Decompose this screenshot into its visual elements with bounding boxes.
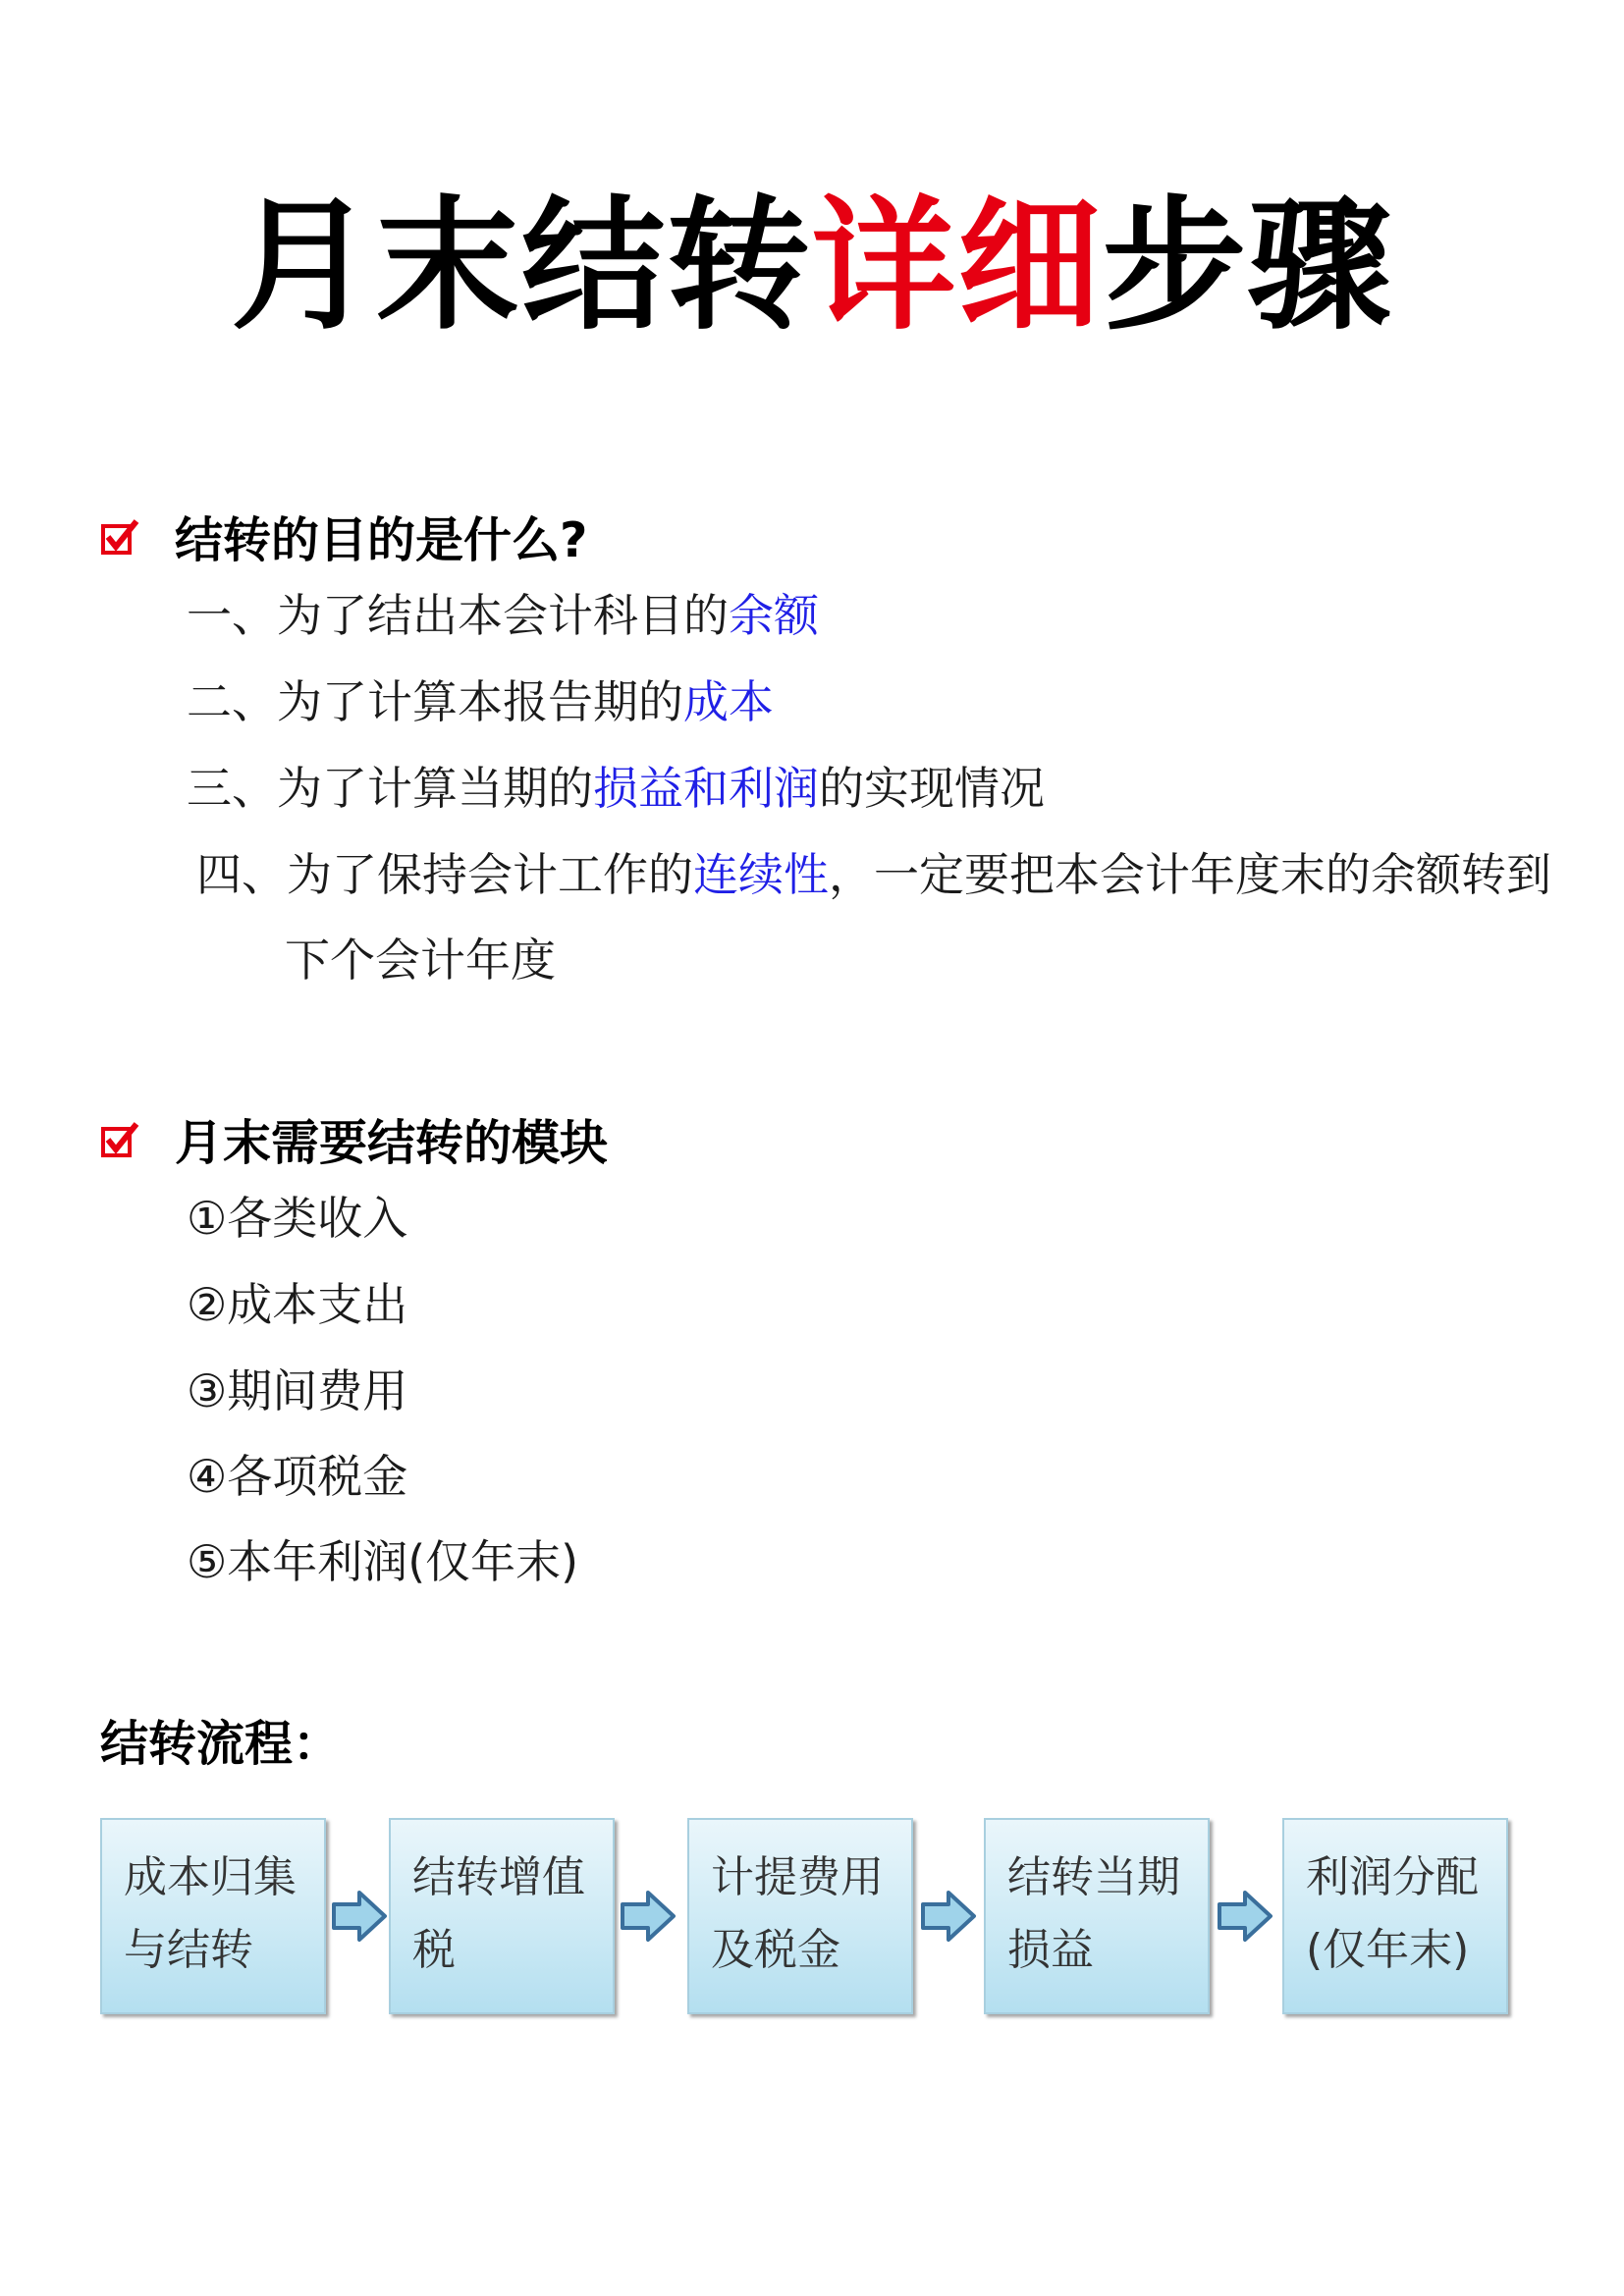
purpose-item-1: 一、为了结出本会计科目的余额	[187, 589, 819, 642]
module-item-1: ①各类收入	[187, 1192, 408, 1245]
module-item-3: ③期间费用	[187, 1364, 408, 1417]
purpose-item-4: 四、为了保持会计工作的连续性，一定要把本会计年度末的余额转到	[196, 848, 1551, 901]
purpose-item-2: 二、为了计算本报告期的成本	[187, 675, 774, 728]
flow-step-1: 成本归集 与结转	[100, 1818, 326, 2014]
purpose-item-3: 三、为了计算当期的损益和利润的实现情况	[187, 762, 1045, 815]
flow-title: 结转流程：	[100, 1716, 342, 1772]
page-title	[0, 183, 1624, 349]
right-arrow-icon	[919, 1887, 978, 1946]
title-part-3: 步骤	[1103, 183, 1393, 349]
checkbox-checked-icon	[100, 517, 139, 557]
title-part-2-highlight: 详细	[812, 183, 1103, 349]
section-heading-purpose	[100, 503, 587, 571]
purpose-item-4-continuation: 下个会计年度	[285, 934, 556, 987]
title-part-1: 月末结转	[231, 183, 812, 349]
checkbox-checked-icon	[100, 1120, 139, 1159]
right-arrow-icon	[619, 1887, 677, 1946]
module-item-2: ②成本支出	[187, 1278, 408, 1331]
module-item-5: ⑤本年利润(仅年末)	[187, 1535, 579, 1588]
right-arrow-icon	[330, 1887, 389, 1946]
flow-step-4: 结转当期 损益	[984, 1818, 1210, 2014]
flow-step-5: 利润分配 (仅年末)	[1282, 1818, 1508, 2014]
section-heading-modules	[100, 1105, 608, 1174]
flow-step-3: 计提费用 及税金	[687, 1818, 913, 2014]
flow-step-2: 结转增值 税	[389, 1818, 615, 2014]
module-item-4: ④各项税金	[187, 1450, 408, 1503]
section-heading-text: 结转的目的是什么?	[175, 512, 588, 568]
right-arrow-icon	[1216, 1887, 1274, 1946]
section-heading-text: 月末需要结转的模块	[175, 1115, 609, 1171]
